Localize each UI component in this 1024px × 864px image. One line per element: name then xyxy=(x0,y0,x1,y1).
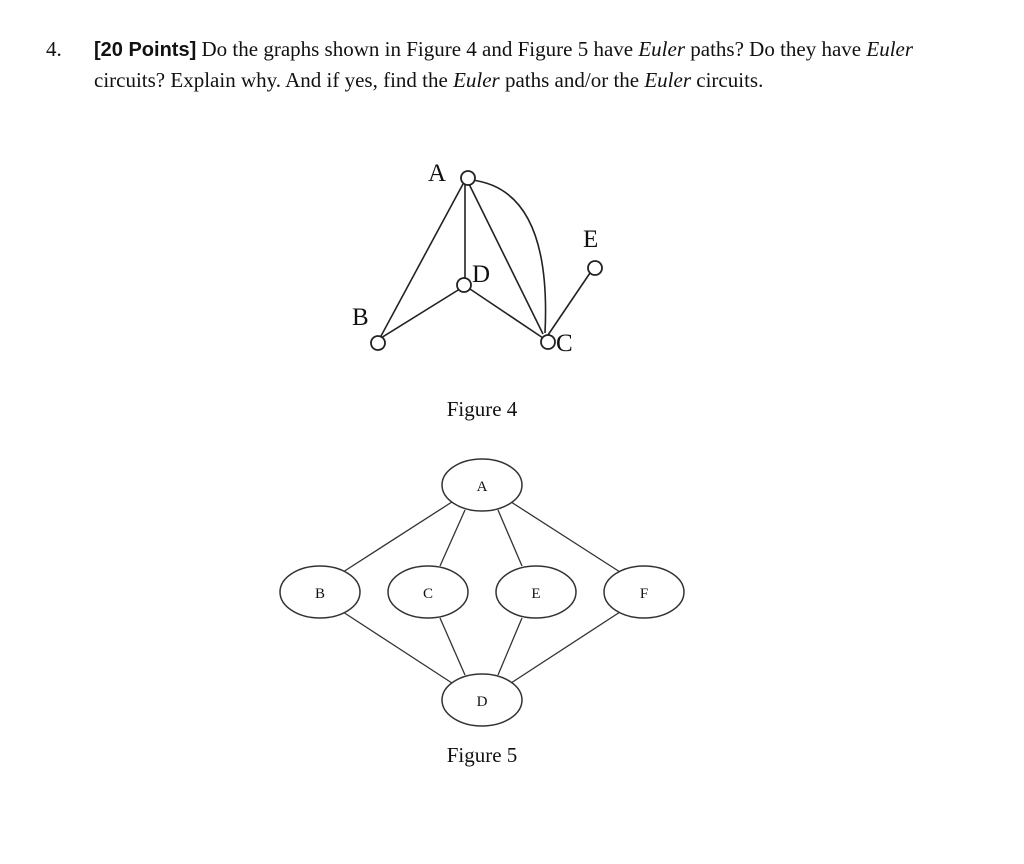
fig4-node-c xyxy=(541,335,555,349)
edge-a-b xyxy=(343,500,455,572)
edge-c-d xyxy=(440,618,465,675)
question-text-part-5: circuits. xyxy=(691,68,764,92)
edge-a-c xyxy=(440,510,465,566)
figure-4-labels xyxy=(352,160,598,357)
euler-term-4: Euler xyxy=(644,68,692,92)
question-number: 4. xyxy=(46,37,62,61)
edge-a-e xyxy=(498,510,522,566)
edge-c-e xyxy=(548,273,590,335)
fig4-label-c: C xyxy=(556,330,573,357)
fig5-label-a: A xyxy=(476,479,488,495)
edge-a-c xyxy=(469,184,543,334)
euler-term-1: Euler xyxy=(638,37,686,61)
figure-5-nodes xyxy=(280,459,684,726)
fig4-label-d: D xyxy=(472,261,491,288)
fig4-label-b: B xyxy=(352,304,369,331)
fig4-label-a: A xyxy=(428,160,447,187)
fig4-label-e: E xyxy=(583,226,599,253)
fig5-label-f: F xyxy=(639,586,649,602)
fig5-label-c: C xyxy=(422,586,434,602)
euler-term-2: Euler xyxy=(866,37,914,61)
fig4-node-e xyxy=(588,261,602,275)
fig5-label-e: E xyxy=(531,586,541,602)
euler-term-3: Euler xyxy=(453,68,500,92)
question-text-part-2: paths? Do they have xyxy=(685,37,867,61)
fig5-label-d: D xyxy=(476,694,488,710)
figure-5-caption: Figure 5 xyxy=(446,743,518,767)
question-text-part-1: Do the graphs shown in Figure 4 and Figure 5 have xyxy=(196,37,639,61)
fig4-node-b xyxy=(371,336,385,350)
figure-5 xyxy=(343,500,620,685)
fig5-label-b: B xyxy=(314,586,326,602)
edge-e-d xyxy=(498,618,522,675)
edge-f-d xyxy=(508,612,620,685)
edge-a-f xyxy=(508,500,620,572)
question-text-part-4: paths and/or the xyxy=(499,68,645,92)
fig4-node-d xyxy=(457,278,471,292)
edge-b-d xyxy=(343,612,455,685)
question-points: [20 Points] xyxy=(94,39,197,61)
edge-a-c-curved xyxy=(472,180,546,333)
question-text-part-3: circuits? Explain why. And if yes, find the xyxy=(94,68,454,92)
figure-4 xyxy=(381,180,590,338)
fig4-node-a xyxy=(461,171,475,185)
figure-4-caption: Figure 4 xyxy=(446,397,518,421)
